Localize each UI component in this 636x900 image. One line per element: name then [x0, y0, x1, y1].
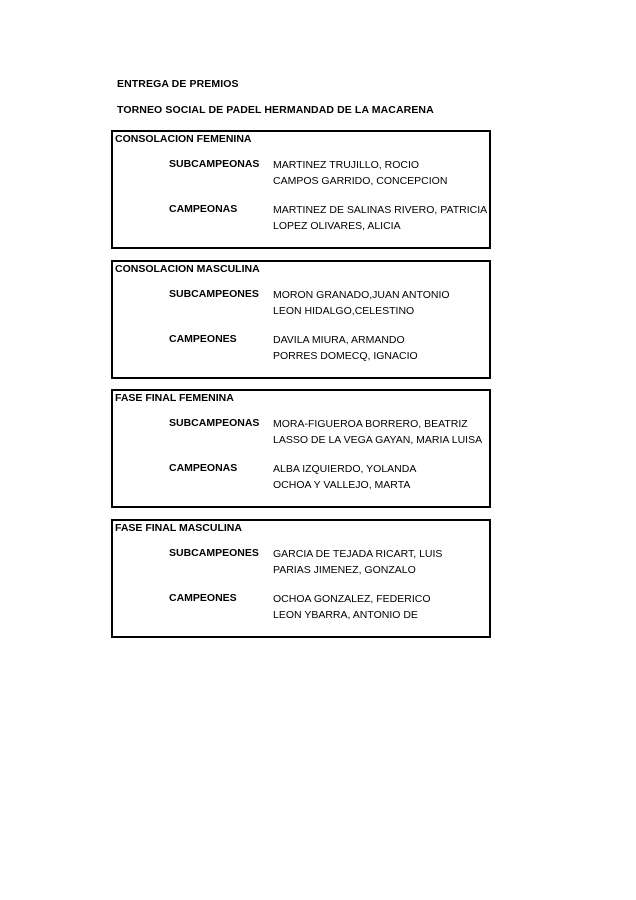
section-title: FASE FINAL FEMENINA: [115, 392, 234, 404]
player-name: DAVILA MIURA, ARMANDO: [273, 334, 405, 346]
award-section-fase-final-masculina: [111, 519, 491, 638]
player-name: MORA-FIGUEROA BORRERO, BEATRIZ: [273, 418, 468, 430]
champions-label: CAMPEONES: [169, 333, 237, 345]
player-name: MARTINEZ DE SALINAS RIVERO, PATRICIA: [273, 204, 488, 216]
champions-names: [273, 462, 416, 493]
section-title: CONSOLACION FEMENINA: [115, 133, 252, 145]
player-name: PORRES DOMECQ, IGNACIO: [273, 349, 418, 362]
player-name: LEON HIDALGO,CELESTINO: [273, 304, 415, 317]
player-name: LASSO DE LA VEGA GAYAN, MARIA LUISA: [273, 433, 483, 446]
runners-up-label: SUBCAMPEONES: [169, 547, 259, 559]
player-name: OCHOA GONZALEZ, FEDERICO: [273, 593, 431, 605]
player-name: CAMPOS GARRIDO, CONCEPCION: [273, 174, 448, 187]
champions-label: CAMPEONAS: [169, 203, 238, 215]
player-name: MARTINEZ TRUJILLO, ROCIO: [273, 159, 420, 171]
runners-up-label: SUBCAMPEONAS: [169, 417, 260, 429]
runners-up-label: SUBCAMPEONES: [169, 288, 259, 300]
player-name: ALBA IZQUIERDO, YOLANDA: [273, 463, 417, 475]
section-title: FASE FINAL MASCULINA: [115, 522, 242, 534]
player-name: OCHOA Y VALLEJO, MARTA: [273, 478, 411, 491]
section-title: CONSOLACION MASCULINA: [115, 263, 260, 275]
player-name: MORON GRANADO,JUAN ANTONIO: [273, 289, 450, 301]
player-name: PARIAS JIMENEZ, GONZALO: [273, 563, 416, 576]
player-name: LOPEZ OLIVARES, ALICIA: [273, 219, 401, 232]
award-section-fase-final-femenina: [111, 389, 491, 508]
award-section-consolacion-femenina: [111, 130, 491, 249]
runners-up-names: [273, 417, 482, 448]
champions-names: [273, 333, 418, 364]
runners-up-names: [273, 547, 442, 578]
award-section-consolacion-masculina: [111, 260, 491, 379]
document-subtitle: TORNEO SOCIAL DE PADEL HERMANDAD DE LA MACARENA: [117, 104, 434, 116]
runners-up-names: [273, 158, 447, 189]
champions-label: CAMPEONAS: [169, 462, 238, 474]
runners-up-names: [273, 288, 450, 319]
champions-names: [273, 203, 487, 234]
player-name: LEON YBARRA, ANTONIO DE: [273, 608, 418, 621]
document-title: ENTREGA DE PREMIOS: [117, 78, 239, 90]
champions-label: CAMPEONES: [169, 592, 237, 604]
player-name: GARCIA DE TEJADA RICART, LUIS: [273, 548, 443, 560]
runners-up-label: SUBCAMPEONAS: [169, 158, 260, 170]
champions-names: [273, 592, 431, 623]
